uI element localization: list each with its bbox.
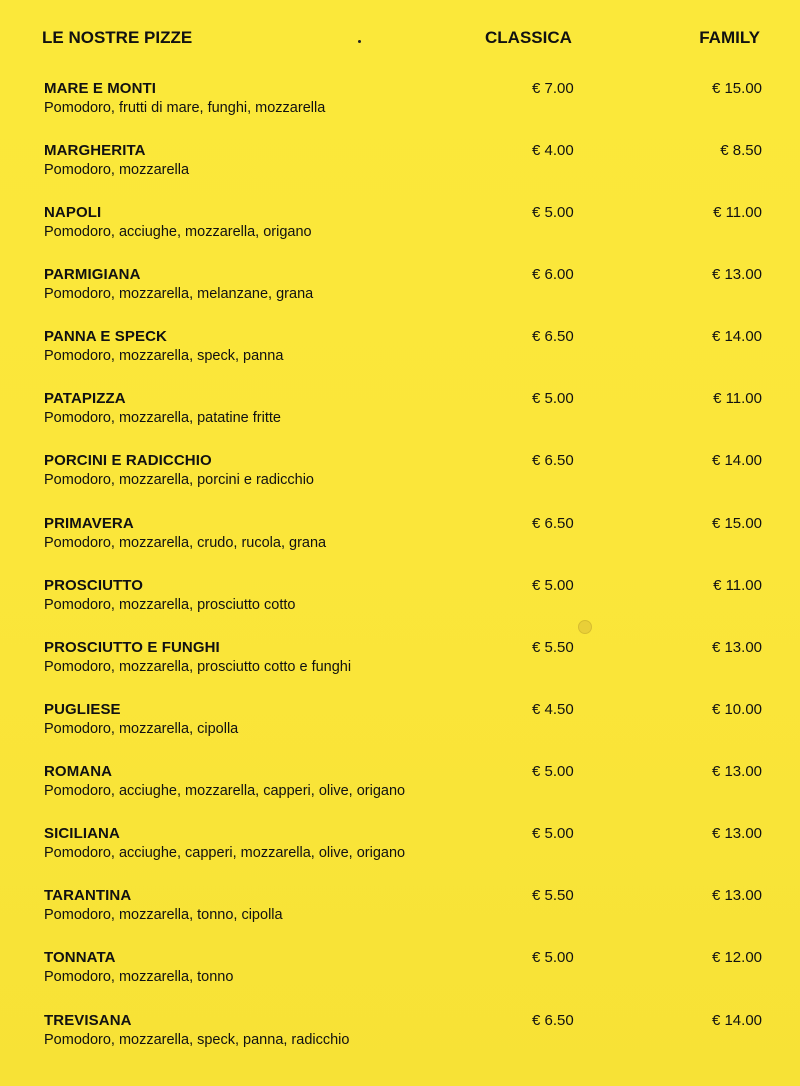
pizza-ingredients: Pomodoro, frutti di mare, funghi, mozzarella (44, 100, 326, 116)
price-classica: € 5.00 (532, 577, 574, 594)
price-classica: € 5.50 (532, 887, 574, 904)
pizza-item (0, 577, 800, 627)
pizza-ingredients: Pomodoro, mozzarella, tonno, cipolla (44, 907, 283, 923)
price-classica: € 5.00 (532, 390, 574, 407)
paper-stain (578, 620, 592, 634)
menu-title: LE NOSTRE PIZZE (42, 28, 193, 47)
price-classica: € 6.50 (532, 515, 574, 532)
price-classica: € 5.00 (532, 763, 574, 780)
pizza-name: NAPOLI (44, 204, 102, 221)
pizza-name: PATAPIZZA (44, 390, 126, 407)
menu-header (0, 28, 800, 52)
column-header-classica: CLASSICA (485, 28, 572, 47)
price-family: € 13.00 (711, 887, 762, 904)
pizza-name: MARE E MONTI (44, 80, 157, 97)
pizza-name: PUGLIESE (44, 701, 121, 718)
pizza-ingredients: Pomodoro, mozzarella, prosciutto cotto (44, 597, 296, 613)
pizza-ingredients: Pomodoro, mozzarella (44, 162, 190, 178)
pizza-item (0, 515, 800, 565)
pizza-name: ROMANA (44, 763, 113, 780)
price-family: € 15.00 (711, 515, 762, 532)
pizza-ingredients: Pomodoro, mozzarella, tonno (44, 969, 234, 985)
price-family: € 13.00 (711, 639, 762, 656)
price-family: € 13.00 (711, 825, 762, 842)
pizza-ingredients: Pomodoro, mozzarella, prosciutto cotto e funghi (44, 659, 352, 675)
price-classica: € 4.50 (532, 701, 574, 718)
pizza-ingredients: Pomodoro, acciughe, capperi, mozzarella, olive, origano (44, 845, 406, 861)
pizza-name: PARMIGIANA (44, 266, 141, 283)
pizza-item (0, 328, 800, 378)
price-family: € 8.50 (720, 142, 762, 159)
pizza-ingredients: Pomodoro, mozzarella, patatine fritte (44, 410, 281, 426)
price-classica: € 4.00 (532, 142, 574, 159)
pizza-name: PROSCIUTTO (44, 577, 144, 594)
pizza-name: PROSCIUTTO E FUNGHI (44, 639, 220, 656)
pizza-name: PRIMAVERA (44, 515, 134, 532)
price-family: € 11.00 (713, 390, 762, 407)
pizza-item (0, 949, 800, 999)
price-classica: € 7.00 (532, 80, 574, 97)
pizza-name: SICILIANA (44, 825, 120, 842)
price-family: € 15.00 (711, 80, 762, 97)
pizza-ingredients: Pomodoro, mozzarella, cipolla (44, 721, 239, 737)
pizza-ingredients: Pomodoro, acciughe, mozzarella, capperi, olive, origano (44, 783, 406, 799)
pizza-item (0, 887, 800, 937)
pizza-item (0, 266, 800, 316)
price-classica: € 5.00 (532, 204, 574, 221)
price-family: € 14.00 (711, 328, 762, 345)
pizza-ingredients: Pomodoro, mozzarella, porcini e radicchio (44, 472, 314, 488)
price-family: € 13.00 (711, 763, 762, 780)
pizza-ingredients: Pomodoro, mozzarella, melanzane, grana (44, 286, 314, 302)
price-family: € 11.00 (713, 577, 762, 594)
pizza-name: TONNATA (44, 949, 116, 966)
pizza-item (0, 452, 800, 502)
pizza-item (0, 204, 800, 254)
column-header-family: FAMILY (699, 28, 760, 47)
price-classica: € 6.50 (532, 328, 574, 345)
price-family: € 14.00 (711, 1012, 762, 1029)
price-family: € 13.00 (711, 266, 762, 283)
pizza-name: TARANTINA (44, 887, 132, 904)
price-family: € 14.00 (711, 452, 762, 469)
price-family: € 12.00 (711, 949, 762, 966)
price-classica: € 6.00 (532, 266, 574, 283)
pizza-item (0, 701, 800, 751)
pizza-item (0, 763, 800, 813)
pizza-item (0, 390, 800, 440)
price-classica: € 5.00 (532, 825, 574, 842)
price-family: € 10.00 (711, 701, 762, 718)
pizza-name: PORCINI E RADICCHIO (44, 452, 212, 469)
pizza-ingredients: Pomodoro, mozzarella, speck, panna, radicchio (44, 1032, 350, 1048)
print-speck (358, 40, 361, 43)
pizza-item (0, 1012, 800, 1062)
pizza-item (0, 639, 800, 689)
pizza-name: PANNA E SPECK (44, 328, 167, 345)
pizza-name: MARGHERITA (44, 142, 146, 159)
pizza-ingredients: Pomodoro, mozzarella, crudo, rucola, grana (44, 535, 327, 551)
price-classica: € 5.50 (532, 639, 574, 656)
price-classica: € 6.50 (532, 1012, 574, 1029)
price-classica: € 5.00 (532, 949, 574, 966)
pizza-name: TREVISANA (44, 1012, 132, 1029)
pizza-ingredients: Pomodoro, acciughe, mozzarella, origano (44, 224, 312, 240)
pizza-item (0, 80, 800, 130)
price-classica: € 6.50 (532, 452, 574, 469)
pizza-item (0, 142, 800, 192)
pizza-ingredients: Pomodoro, mozzarella, speck, panna (44, 348, 284, 364)
price-family: € 11.00 (713, 204, 762, 221)
pizza-item (0, 825, 800, 875)
